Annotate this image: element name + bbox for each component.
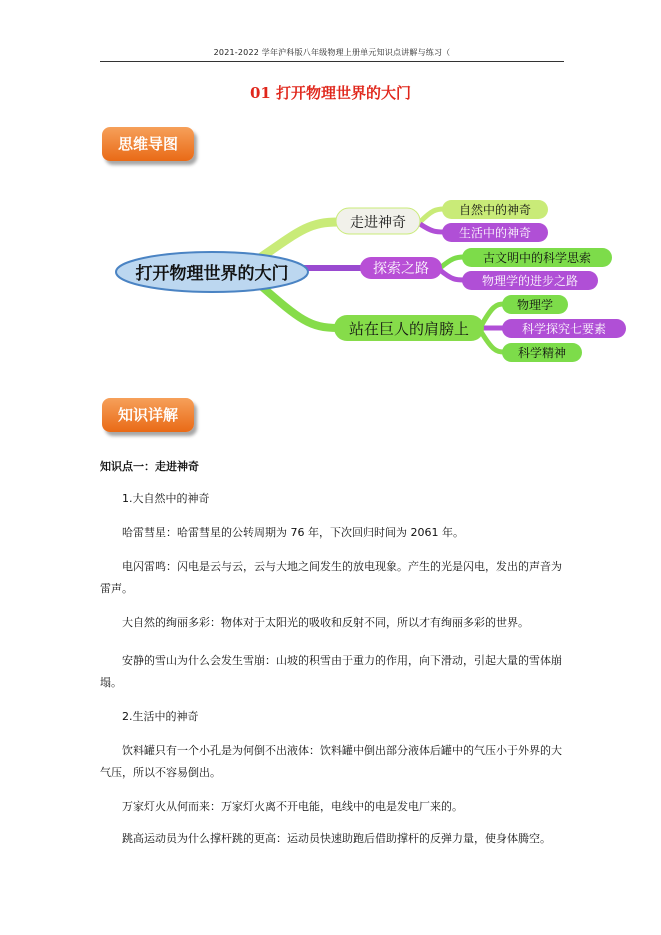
mindmap-branch-1-label: 走进神奇 xyxy=(350,215,406,231)
mindmap-leaf-3-1-label: 物理学 xyxy=(516,298,554,312)
section-heading-2: 2.生活中的神奇 xyxy=(122,710,199,723)
mindmap-branch-2-label: 探索之路 xyxy=(373,261,429,277)
paragraph-pole-vault: 跳高运动员为什么撑杆跳的更高：运动员快速助跑后借助撑杆的反弹力量，使身体腾空。 xyxy=(122,832,551,845)
paragraph-lightning: 电闪雷鸣：闪电是云与云，云与大地之间发生的放电现象。产生的光是闪电，发出的声音为雷声。 xyxy=(100,560,562,595)
paragraph-can: 饮料罐只有一个小孔是为何倒不出液体：饮料罐中倒出部分液体后罐中的气压小于外界的大气压，所以不容易倒出。 xyxy=(100,744,562,779)
paragraph-halley: 哈雷彗星：哈雷彗星的公转周期为 76 年，下次回归时间为 2061 年。 xyxy=(122,526,464,539)
paragraph-colors: 大自然的绚丽多彩：物体对于太阳光的吸收和反射不同，所以才有绚丽多彩的世界。 xyxy=(122,616,529,629)
page-title: 01 打开物理世界的大门 xyxy=(249,84,412,102)
paragraph-lights: 万家灯火从何而来：万家灯火离不开电能，电线中的电是发电厂来的。 xyxy=(122,800,463,813)
knowledge-point-heading: 知识点一：走进神奇 xyxy=(100,460,199,473)
page-header: 2021-2022 学年沪科版八年级物理上册单元知识点讲解与练习（ xyxy=(213,48,451,57)
mindmap-leaf-2-1-label: 古文明中的科学思索 xyxy=(482,251,592,265)
mindmap-leaf-3-3-label: 科学精神 xyxy=(517,346,567,360)
mindmap-badge: 思维导图 xyxy=(102,127,194,161)
knowledge-badge: 知识详解 xyxy=(102,398,194,432)
mindmap-root-label: 打开物理世界的大门 xyxy=(135,264,289,284)
paragraph-avalanche: 安静的雪山为什么会发生雪崩：山坡的积雪由于重力的作用，向下滑动，引起大量的雪体崩塌。 xyxy=(100,654,562,689)
mindmap-branch-3-label: 站在巨人的肩膀上 xyxy=(348,320,470,338)
mindmap-leaf-1-1-label: 自然中的神奇 xyxy=(458,203,532,217)
mindmap-leaf-3-2-label: 科学探究七要素 xyxy=(521,322,607,336)
mindmap-leaf-1-2-label: 生活中的神奇 xyxy=(458,226,532,240)
mindmap-leaf-2-2-label: 物理学的进步之路 xyxy=(481,274,579,288)
section-heading-1: 1.大自然中的神奇 xyxy=(122,492,210,505)
mind-map xyxy=(0,0,661,400)
